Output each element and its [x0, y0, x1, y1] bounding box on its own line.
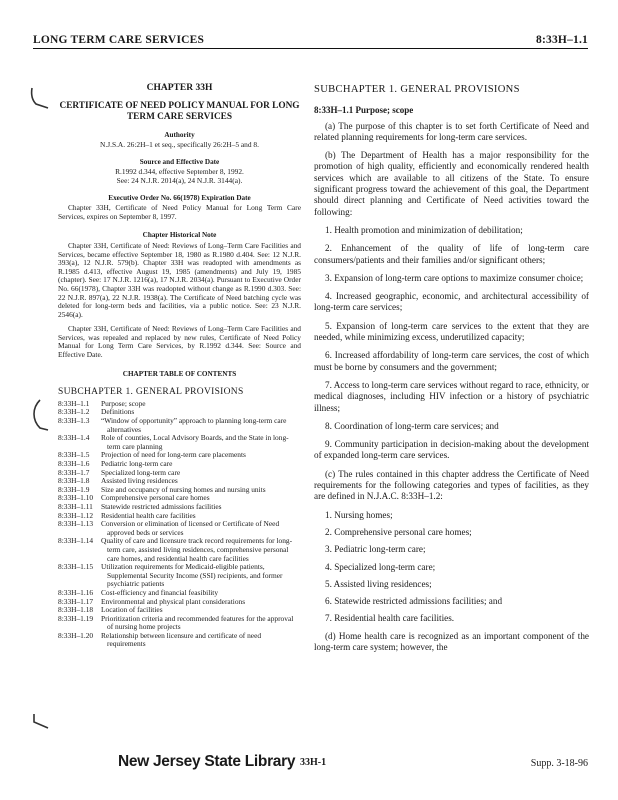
source-line: R.1992 d.344, effective September 8, 1992. — [115, 167, 244, 177]
toc-entry — [58, 598, 301, 607]
toc-section-number: 8:33H–1.10 — [58, 493, 94, 503]
list-item: 3. Pediatric long-term care; — [325, 544, 426, 555]
list-item: 5. Assisted living residences; — [325, 578, 432, 589]
toc-section-number: 8:33H–1.9 — [58, 484, 90, 494]
toc-section-title: Relationship between licensure and certificate of need requirements — [101, 630, 262, 649]
toc-section-title: Purpose; scope — [101, 398, 146, 408]
list-item: 6. Statewide restricted admissions facilities; and — [325, 596, 503, 607]
toc-section-title: Projection of need for long-term care placements — [101, 450, 246, 460]
list-item: 6. Increased affordability of long-term care services, the cost of which must be borne by consumers and the government; — [314, 350, 589, 372]
toc-section-number: 8:33H–1.20 — [58, 630, 94, 640]
left-column — [58, 78, 301, 649]
toc-section-number: 8:33H–1.7 — [58, 467, 90, 477]
toc-section-title: Role of counties, Local Advisory Boards, and the State in long-term care planning — [101, 433, 289, 451]
list-item: 7. Access to long-term care services without regard to race, ethnicity, or medical diagnoses, including HIV infection or a history of psychiatric illness; — [314, 379, 589, 413]
toc-section-title: Utilization requirements for Medicaid-eligible patients, Supplemental Security Income (SSI) recipients, and former psychiatric patients — [101, 562, 283, 589]
paragraph-d: (d) Home health care is recognized as an important component of the long-term care system; however, the — [314, 630, 589, 652]
executive-order-text: Chapter 33H, Certificate of Need Policy Manual for Long Term Care Services, expires on September 8, 1997. — [58, 203, 301, 221]
toc-section-number: 8:33H–1.17 — [58, 596, 94, 606]
toc-entry — [58, 563, 301, 589]
header-left-title: LONG TERM CARE SERVICES — [33, 34, 205, 46]
running-header — [33, 28, 588, 46]
margin-bracket-mark — [28, 86, 50, 110]
list-item: 2. Comprehensive personal care homes; — [325, 526, 472, 537]
toc-subchapter-heading: SUBCHAPTER 1. GENERAL PROVISIONS — [58, 387, 244, 398]
toc-heading: CHAPTER TABLE OF CONTENTS — [122, 369, 237, 378]
toc-section-title: Comprehensive personal care homes — [101, 493, 210, 503]
right-column — [314, 78, 589, 660]
toc-section-number: 8:33H–1.2 — [58, 407, 90, 417]
toc-entry — [58, 520, 301, 537]
toc-section-title: Residential health care facilities — [101, 510, 196, 520]
authority-heading: Authority — [164, 130, 195, 139]
table-of-contents — [58, 400, 301, 649]
toc-section-number: 8:33H–1.8 — [58, 476, 90, 486]
toc-section-title: Environmental and physical plant considerations — [101, 596, 246, 606]
list-item: 4. Increased geographic, economic, and architectural accessibility of long-term care services; — [314, 291, 589, 313]
toc-section-title: Conversion or elimination of licensed or Certificate of Need approved beds or services — [101, 519, 280, 537]
authority-text: N.J.S.A. 26:2H–1 et seq., specifically 26:2H–5 and 8. — [100, 140, 259, 150]
chapter-heading: CHAPTER 33H — [146, 83, 213, 93]
executive-order-heading: Executive Order No. 66(1978) Expiration Date — [108, 193, 251, 202]
page-number: 33H-1 — [300, 757, 327, 768]
toc-entry — [58, 537, 301, 563]
page-footer — [0, 753, 618, 779]
list-item: 1. Health promotion and minimization of debilitation; — [325, 224, 523, 235]
toc-section-title: Definitions — [101, 407, 135, 417]
toc-section-number: 8:33H–1.3 — [58, 416, 90, 426]
paragraph-a: (a) The purpose of this chapter is to set forth Certificate of Need and related planning requirements for long-term care services. — [314, 120, 589, 142]
toc-section-number: 8:33H–1.15 — [58, 562, 94, 572]
toc-section-title: Statewide restricted admissions facilities — [101, 501, 222, 511]
toc-section-number: 8:33H–1.14 — [58, 536, 94, 546]
paragraph-c: (c) The rules contained in this chapter address the Certificate of Need requirements for the following categories and types of facilities, as they are defined in N.J.A.C. 8:33H–1.2: — [314, 468, 589, 502]
historical-note-heading: Chapter Historical Note — [142, 231, 217, 240]
margin-bracket-mark — [28, 398, 50, 432]
toc-section-title: Assisted living residences — [101, 476, 178, 486]
section-heading: 8:33H–1.1 Purpose; scope — [314, 105, 414, 116]
toc-entry — [58, 434, 301, 451]
historical-note-paragraph: Chapter 33H, Certificate of Need: Reviews of Long–Term Care Facilities and Services, was repealed and replaced by new rules, Certificate of Need Policy Manual for Long Term Care Services, by R.1992 d.344. See: Source and Effective Date. — [58, 324, 301, 360]
list-item: 3. Expansion of long-term care options to maximize consumer choice; — [325, 272, 584, 283]
source-line: See: 24 N.J.R. 2014(a), 24 N.J.R. 3144(a). — [116, 175, 243, 185]
list-item: 8. Coordination of long-term care services; and — [325, 420, 499, 431]
toc-entry — [58, 632, 301, 649]
toc-section-number: 8:33H–1.4 — [58, 433, 90, 443]
header-rule — [33, 48, 588, 49]
margin-bracket-mark — [28, 712, 50, 732]
library-stamp: New Jersey State Library — [118, 753, 296, 770]
toc-section-title: Prioritization criteria and recommended features for the approval of nursing home projects — [101, 613, 294, 632]
toc-section-title: Cost-efficiency and financial feasibility — [101, 587, 219, 597]
toc-section-number: 8:33H–1.1 — [58, 398, 90, 408]
toc-section-number: 8:33H–1.13 — [58, 519, 94, 529]
toc-section-title: Pediatric long-term care — [101, 459, 173, 468]
paragraph-b: (b) The Department of Health has a major responsibility for the promotion of high quality, efficiently and economically rendered health services which are available to all citizens of the State. To ensure significant progress toward the achievement of this goal, the Department should direct planning and Certificate of Need activities toward the following: — [314, 150, 589, 217]
list-item: 2. Enhancement of the quality of life of long-term care consumers/patients and their families and/or significant others; — [314, 243, 589, 265]
toc-section-title: Specialized long-term care — [101, 467, 181, 477]
subchapter-heading: SUBCHAPTER 1. GENERAL PROVISIONS — [314, 84, 520, 95]
chapter-title: CERTIFICATE OF NEED POLICY MANUAL FOR LONG TERM CARE SERVICES — [59, 100, 300, 122]
source-heading: Source and Effective Date — [139, 157, 220, 166]
toc-section-number: 8:33H–1.12 — [58, 510, 94, 520]
toc-entry — [58, 615, 301, 632]
toc-section-title: “Window of opportunity” approach to planning long-term care alternatives — [101, 416, 287, 434]
list-item: 5. Expansion of long-term care services to the extent that they are needed, while minimizing excess, underutilized capacity; — [314, 320, 589, 343]
toc-section-number: 8:33H–1.5 — [58, 450, 90, 460]
historical-note-paragraph: Chapter 33H, Certificate of Need: Reviews of Long–Term Care Facilities and Services, became effective September 18, 1980 as R.1980 d.404. See: 12 N.J.R. 393(a), 12 N.J.R. 579(b). Chapter 33H was readopted with amendments as R.1985 d.413, effective August 19, 1985 (amendments) and July 19, 1985 (chapter). See: 17 N.J.R. 1216(a), 17 N.J.R. 2034(a). Pursuant to Executive Order No. 66(1978), Chapter 33H was readopted without change as R.1990 d.303. See: 22 N.J.R. 897(a), 22 N.J.R. 1938(a). The Certificate of Need batching cycle was deleted for long-term beds and facilities, via a public notice. See: 23 N.J.R. 2546(a). — [58, 240, 301, 319]
toc-section-title: Size and occupancy of nursing homes and nursing units — [101, 484, 266, 494]
toc-section-number: 8:33H–1.19 — [58, 613, 94, 623]
toc-section-number: 8:33H–1.6 — [58, 459, 90, 468]
toc-entry — [58, 451, 301, 460]
toc-entry — [58, 400, 301, 409]
toc-section-title: Quality of care and licensure track record requirements for long-term care, assisted living residences, comprehensive personal care homes, and residential health care facilities — [101, 536, 293, 563]
toc-section-number: 8:33H–1.11 — [58, 501, 93, 511]
supplement-date: Supp. 3-18-96 — [530, 758, 588, 769]
toc-entry — [58, 469, 301, 478]
toc-section-title: Location of facilities — [101, 605, 163, 615]
header-section-number: 8:33H–1.1 — [536, 34, 588, 46]
list-item: 4. Specialized long-term care; — [325, 561, 436, 572]
toc-section-number: 8:33H–1.16 — [58, 587, 94, 597]
list-item: 7. Residential health care facilities. — [325, 613, 455, 624]
list-item: 9. Community participation in decision-making about the development of expanded long-term care services. — [314, 439, 589, 461]
toc-entry — [58, 417, 301, 434]
list-item: 1. Nursing homes; — [325, 509, 393, 520]
toc-section-number: 8:33H–1.18 — [58, 605, 94, 615]
